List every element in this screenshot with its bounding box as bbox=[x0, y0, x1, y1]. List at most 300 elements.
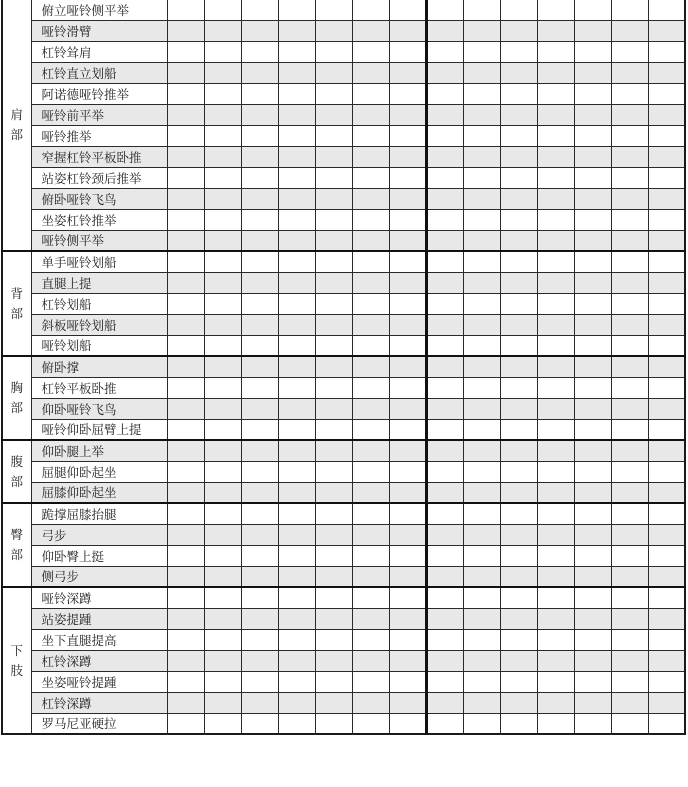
log-cell[interactable] bbox=[611, 41, 648, 62]
log-cell[interactable] bbox=[611, 629, 648, 650]
log-cell[interactable] bbox=[426, 524, 463, 545]
log-cell[interactable] bbox=[315, 419, 352, 440]
log-cell[interactable] bbox=[648, 125, 685, 146]
log-cell[interactable] bbox=[537, 377, 574, 398]
log-cell[interactable] bbox=[574, 713, 611, 734]
log-cell[interactable] bbox=[426, 125, 463, 146]
log-cell[interactable] bbox=[648, 146, 685, 167]
log-cell[interactable] bbox=[167, 209, 204, 230]
log-cell[interactable] bbox=[241, 188, 278, 209]
log-cell[interactable] bbox=[537, 608, 574, 629]
log-cell[interactable] bbox=[611, 440, 648, 461]
log-cell[interactable] bbox=[537, 503, 574, 524]
log-cell[interactable] bbox=[167, 629, 204, 650]
log-cell[interactable] bbox=[500, 41, 537, 62]
log-cell[interactable] bbox=[648, 314, 685, 335]
log-cell[interactable] bbox=[611, 0, 648, 20]
log-cell[interactable] bbox=[537, 524, 574, 545]
log-cell[interactable] bbox=[278, 209, 315, 230]
log-cell[interactable] bbox=[241, 125, 278, 146]
log-cell[interactable] bbox=[389, 251, 426, 272]
log-cell[interactable] bbox=[426, 20, 463, 41]
log-cell[interactable] bbox=[537, 356, 574, 377]
log-cell[interactable] bbox=[537, 419, 574, 440]
log-cell[interactable] bbox=[315, 293, 352, 314]
log-cell[interactable] bbox=[537, 167, 574, 188]
log-cell[interactable] bbox=[315, 545, 352, 566]
log-cell[interactable] bbox=[204, 251, 241, 272]
log-cell[interactable] bbox=[648, 20, 685, 41]
log-cell[interactable] bbox=[463, 293, 500, 314]
log-cell[interactable] bbox=[389, 272, 426, 293]
log-cell[interactable] bbox=[500, 545, 537, 566]
log-cell[interactable] bbox=[500, 335, 537, 356]
log-cell[interactable] bbox=[167, 62, 204, 83]
log-cell[interactable] bbox=[389, 545, 426, 566]
log-cell[interactable] bbox=[278, 0, 315, 20]
log-cell[interactable] bbox=[537, 125, 574, 146]
log-cell[interactable] bbox=[648, 608, 685, 629]
log-cell[interactable] bbox=[389, 230, 426, 251]
log-cell[interactable] bbox=[574, 146, 611, 167]
log-cell[interactable] bbox=[315, 104, 352, 125]
log-cell[interactable] bbox=[537, 272, 574, 293]
log-cell[interactable] bbox=[574, 125, 611, 146]
log-cell[interactable] bbox=[389, 566, 426, 587]
log-cell[interactable] bbox=[537, 335, 574, 356]
log-cell[interactable] bbox=[241, 272, 278, 293]
log-cell[interactable] bbox=[204, 62, 241, 83]
log-cell[interactable] bbox=[611, 20, 648, 41]
log-cell[interactable] bbox=[278, 62, 315, 83]
log-cell[interactable] bbox=[574, 587, 611, 608]
log-cell[interactable] bbox=[648, 83, 685, 104]
log-cell[interactable] bbox=[574, 272, 611, 293]
log-cell[interactable] bbox=[278, 482, 315, 503]
log-cell[interactable] bbox=[648, 671, 685, 692]
log-cell[interactable] bbox=[537, 692, 574, 713]
log-cell[interactable] bbox=[389, 482, 426, 503]
log-cell[interactable] bbox=[574, 188, 611, 209]
log-cell[interactable] bbox=[537, 671, 574, 692]
log-cell[interactable] bbox=[426, 566, 463, 587]
log-cell[interactable] bbox=[204, 314, 241, 335]
log-cell[interactable] bbox=[426, 83, 463, 104]
log-cell[interactable] bbox=[463, 692, 500, 713]
log-cell[interactable] bbox=[278, 335, 315, 356]
log-cell[interactable] bbox=[574, 545, 611, 566]
log-cell[interactable] bbox=[241, 62, 278, 83]
log-cell[interactable] bbox=[352, 335, 389, 356]
log-cell[interactable] bbox=[315, 314, 352, 335]
log-cell[interactable] bbox=[315, 482, 352, 503]
log-cell[interactable] bbox=[167, 335, 204, 356]
log-cell[interactable] bbox=[611, 83, 648, 104]
log-cell[interactable] bbox=[167, 545, 204, 566]
log-cell[interactable] bbox=[463, 608, 500, 629]
log-cell[interactable] bbox=[611, 671, 648, 692]
log-cell[interactable] bbox=[278, 251, 315, 272]
log-cell[interactable] bbox=[611, 713, 648, 734]
log-cell[interactable] bbox=[241, 83, 278, 104]
log-cell[interactable] bbox=[352, 419, 389, 440]
log-cell[interactable] bbox=[500, 608, 537, 629]
log-cell[interactable] bbox=[315, 629, 352, 650]
log-cell[interactable] bbox=[278, 41, 315, 62]
log-cell[interactable] bbox=[204, 608, 241, 629]
log-cell[interactable] bbox=[426, 482, 463, 503]
log-cell[interactable] bbox=[315, 41, 352, 62]
log-cell[interactable] bbox=[241, 41, 278, 62]
log-cell[interactable] bbox=[426, 713, 463, 734]
log-cell[interactable] bbox=[463, 398, 500, 419]
log-cell[interactable] bbox=[389, 608, 426, 629]
log-cell[interactable] bbox=[315, 587, 352, 608]
log-cell[interactable] bbox=[278, 377, 315, 398]
log-cell[interactable] bbox=[574, 356, 611, 377]
log-cell[interactable] bbox=[426, 650, 463, 671]
log-cell[interactable] bbox=[611, 608, 648, 629]
log-cell[interactable] bbox=[167, 650, 204, 671]
log-cell[interactable] bbox=[315, 713, 352, 734]
log-cell[interactable] bbox=[463, 650, 500, 671]
log-cell[interactable] bbox=[389, 356, 426, 377]
log-cell[interactable] bbox=[426, 461, 463, 482]
log-cell[interactable] bbox=[389, 188, 426, 209]
log-cell[interactable] bbox=[352, 125, 389, 146]
log-cell[interactable] bbox=[352, 566, 389, 587]
log-cell[interactable] bbox=[463, 251, 500, 272]
log-cell[interactable] bbox=[167, 146, 204, 167]
log-cell[interactable] bbox=[611, 482, 648, 503]
log-cell[interactable] bbox=[352, 209, 389, 230]
log-cell[interactable] bbox=[352, 146, 389, 167]
log-cell[interactable] bbox=[278, 167, 315, 188]
log-cell[interactable] bbox=[463, 272, 500, 293]
log-cell[interactable] bbox=[241, 482, 278, 503]
log-cell[interactable] bbox=[574, 167, 611, 188]
log-cell[interactable] bbox=[389, 125, 426, 146]
log-cell[interactable] bbox=[611, 566, 648, 587]
log-cell[interactable] bbox=[426, 440, 463, 461]
log-cell[interactable] bbox=[537, 209, 574, 230]
log-cell[interactable] bbox=[204, 83, 241, 104]
log-cell[interactable] bbox=[204, 524, 241, 545]
log-cell[interactable] bbox=[389, 41, 426, 62]
log-cell[interactable] bbox=[278, 692, 315, 713]
log-cell[interactable] bbox=[574, 629, 611, 650]
log-cell[interactable] bbox=[500, 0, 537, 20]
log-cell[interactable] bbox=[389, 62, 426, 83]
log-cell[interactable] bbox=[278, 272, 315, 293]
log-cell[interactable] bbox=[500, 524, 537, 545]
log-cell[interactable] bbox=[648, 545, 685, 566]
log-cell[interactable] bbox=[352, 83, 389, 104]
log-cell[interactable] bbox=[463, 0, 500, 20]
log-cell[interactable] bbox=[463, 356, 500, 377]
log-cell[interactable] bbox=[352, 167, 389, 188]
log-cell[interactable] bbox=[648, 377, 685, 398]
log-cell[interactable] bbox=[500, 671, 537, 692]
log-cell[interactable] bbox=[648, 629, 685, 650]
log-cell[interactable] bbox=[574, 209, 611, 230]
log-cell[interactable] bbox=[648, 503, 685, 524]
log-cell[interactable] bbox=[463, 83, 500, 104]
log-cell[interactable] bbox=[426, 377, 463, 398]
log-cell[interactable] bbox=[167, 482, 204, 503]
log-cell[interactable] bbox=[352, 440, 389, 461]
log-cell[interactable] bbox=[278, 398, 315, 419]
log-cell[interactable] bbox=[167, 608, 204, 629]
log-cell[interactable] bbox=[574, 251, 611, 272]
log-cell[interactable] bbox=[648, 62, 685, 83]
log-cell[interactable] bbox=[500, 587, 537, 608]
log-cell[interactable] bbox=[574, 41, 611, 62]
log-cell[interactable] bbox=[167, 398, 204, 419]
log-cell[interactable] bbox=[389, 671, 426, 692]
log-cell[interactable] bbox=[537, 587, 574, 608]
log-cell[interactable] bbox=[204, 230, 241, 251]
log-cell[interactable] bbox=[611, 398, 648, 419]
log-cell[interactable] bbox=[389, 335, 426, 356]
log-cell[interactable] bbox=[574, 692, 611, 713]
log-cell[interactable] bbox=[463, 314, 500, 335]
log-cell[interactable] bbox=[389, 104, 426, 125]
log-cell[interactable] bbox=[278, 125, 315, 146]
log-cell[interactable] bbox=[278, 83, 315, 104]
log-cell[interactable] bbox=[352, 188, 389, 209]
log-cell[interactable] bbox=[389, 650, 426, 671]
log-cell[interactable] bbox=[352, 20, 389, 41]
log-cell[interactable] bbox=[426, 41, 463, 62]
log-cell[interactable] bbox=[537, 713, 574, 734]
log-cell[interactable] bbox=[278, 545, 315, 566]
log-cell[interactable] bbox=[611, 62, 648, 83]
log-cell[interactable] bbox=[315, 83, 352, 104]
log-cell[interactable] bbox=[389, 692, 426, 713]
log-cell[interactable] bbox=[278, 230, 315, 251]
log-cell[interactable] bbox=[611, 314, 648, 335]
log-cell[interactable] bbox=[574, 608, 611, 629]
log-cell[interactable] bbox=[500, 20, 537, 41]
log-cell[interactable] bbox=[648, 41, 685, 62]
log-cell[interactable] bbox=[204, 545, 241, 566]
log-cell[interactable] bbox=[500, 230, 537, 251]
log-cell[interactable] bbox=[611, 461, 648, 482]
log-cell[interactable] bbox=[389, 587, 426, 608]
log-cell[interactable] bbox=[315, 146, 352, 167]
log-cell[interactable] bbox=[463, 482, 500, 503]
log-cell[interactable] bbox=[648, 209, 685, 230]
log-cell[interactable] bbox=[315, 230, 352, 251]
log-cell[interactable] bbox=[574, 524, 611, 545]
log-cell[interactable] bbox=[167, 440, 204, 461]
log-cell[interactable] bbox=[352, 671, 389, 692]
log-cell[interactable] bbox=[167, 230, 204, 251]
log-cell[interactable] bbox=[463, 335, 500, 356]
log-cell[interactable] bbox=[352, 608, 389, 629]
log-cell[interactable] bbox=[537, 62, 574, 83]
log-cell[interactable] bbox=[426, 335, 463, 356]
log-cell[interactable] bbox=[426, 251, 463, 272]
log-cell[interactable] bbox=[537, 104, 574, 125]
log-cell[interactable] bbox=[204, 671, 241, 692]
log-cell[interactable] bbox=[278, 188, 315, 209]
log-cell[interactable] bbox=[500, 314, 537, 335]
log-cell[interactable] bbox=[204, 146, 241, 167]
log-cell[interactable] bbox=[500, 272, 537, 293]
log-cell[interactable] bbox=[241, 356, 278, 377]
log-cell[interactable] bbox=[463, 713, 500, 734]
log-cell[interactable] bbox=[426, 272, 463, 293]
log-cell[interactable] bbox=[315, 524, 352, 545]
log-cell[interactable] bbox=[315, 209, 352, 230]
log-cell[interactable] bbox=[574, 104, 611, 125]
log-cell[interactable] bbox=[352, 587, 389, 608]
log-cell[interactable] bbox=[352, 713, 389, 734]
log-cell[interactable] bbox=[352, 356, 389, 377]
log-cell[interactable] bbox=[204, 188, 241, 209]
log-cell[interactable] bbox=[241, 545, 278, 566]
log-cell[interactable] bbox=[463, 125, 500, 146]
log-cell[interactable] bbox=[500, 713, 537, 734]
log-cell[interactable] bbox=[167, 0, 204, 20]
log-cell[interactable] bbox=[352, 629, 389, 650]
log-cell[interactable] bbox=[167, 314, 204, 335]
log-cell[interactable] bbox=[352, 398, 389, 419]
log-cell[interactable] bbox=[537, 398, 574, 419]
log-cell[interactable] bbox=[426, 356, 463, 377]
log-cell[interactable] bbox=[315, 272, 352, 293]
log-cell[interactable] bbox=[278, 419, 315, 440]
log-cell[interactable] bbox=[648, 713, 685, 734]
log-cell[interactable] bbox=[315, 398, 352, 419]
log-cell[interactable] bbox=[611, 209, 648, 230]
log-cell[interactable] bbox=[315, 251, 352, 272]
log-cell[interactable] bbox=[648, 335, 685, 356]
log-cell[interactable] bbox=[500, 461, 537, 482]
log-cell[interactable] bbox=[426, 314, 463, 335]
log-cell[interactable] bbox=[463, 230, 500, 251]
log-cell[interactable] bbox=[204, 650, 241, 671]
log-cell[interactable] bbox=[426, 0, 463, 20]
log-cell[interactable] bbox=[426, 146, 463, 167]
log-cell[interactable] bbox=[315, 125, 352, 146]
log-cell[interactable] bbox=[426, 62, 463, 83]
log-cell[interactable] bbox=[611, 545, 648, 566]
log-cell[interactable] bbox=[352, 251, 389, 272]
log-cell[interactable] bbox=[648, 692, 685, 713]
log-cell[interactable] bbox=[500, 356, 537, 377]
log-cell[interactable] bbox=[352, 377, 389, 398]
log-cell[interactable] bbox=[611, 503, 648, 524]
log-cell[interactable] bbox=[463, 188, 500, 209]
log-cell[interactable] bbox=[463, 62, 500, 83]
log-cell[interactable] bbox=[500, 251, 537, 272]
log-cell[interactable] bbox=[537, 482, 574, 503]
log-cell[interactable] bbox=[204, 104, 241, 125]
log-cell[interactable] bbox=[389, 713, 426, 734]
log-cell[interactable] bbox=[463, 503, 500, 524]
log-cell[interactable] bbox=[241, 503, 278, 524]
log-cell[interactable] bbox=[500, 629, 537, 650]
log-cell[interactable] bbox=[352, 293, 389, 314]
log-cell[interactable] bbox=[574, 419, 611, 440]
log-cell[interactable] bbox=[611, 335, 648, 356]
log-cell[interactable] bbox=[537, 650, 574, 671]
log-cell[interactable] bbox=[648, 440, 685, 461]
log-cell[interactable] bbox=[463, 41, 500, 62]
log-cell[interactable] bbox=[204, 587, 241, 608]
log-cell[interactable] bbox=[315, 20, 352, 41]
log-cell[interactable] bbox=[463, 104, 500, 125]
log-cell[interactable] bbox=[315, 188, 352, 209]
log-cell[interactable] bbox=[204, 566, 241, 587]
log-cell[interactable] bbox=[463, 461, 500, 482]
log-cell[interactable] bbox=[241, 167, 278, 188]
log-cell[interactable] bbox=[167, 692, 204, 713]
log-cell[interactable] bbox=[648, 524, 685, 545]
log-cell[interactable] bbox=[537, 146, 574, 167]
log-cell[interactable] bbox=[648, 104, 685, 125]
log-cell[interactable] bbox=[426, 104, 463, 125]
log-cell[interactable] bbox=[426, 545, 463, 566]
log-cell[interactable] bbox=[537, 545, 574, 566]
log-cell[interactable] bbox=[241, 419, 278, 440]
log-cell[interactable] bbox=[278, 608, 315, 629]
log-cell[interactable] bbox=[426, 671, 463, 692]
log-cell[interactable] bbox=[167, 272, 204, 293]
log-cell[interactable] bbox=[167, 503, 204, 524]
log-cell[interactable] bbox=[352, 104, 389, 125]
log-cell[interactable] bbox=[241, 335, 278, 356]
log-cell[interactable] bbox=[241, 587, 278, 608]
log-cell[interactable] bbox=[204, 440, 241, 461]
log-cell[interactable] bbox=[648, 482, 685, 503]
log-cell[interactable] bbox=[426, 167, 463, 188]
log-cell[interactable] bbox=[500, 188, 537, 209]
log-cell[interactable] bbox=[315, 671, 352, 692]
log-cell[interactable] bbox=[315, 167, 352, 188]
log-cell[interactable] bbox=[537, 461, 574, 482]
log-cell[interactable] bbox=[278, 293, 315, 314]
log-cell[interactable] bbox=[500, 503, 537, 524]
log-cell[interactable] bbox=[611, 125, 648, 146]
log-cell[interactable] bbox=[278, 524, 315, 545]
log-cell[interactable] bbox=[241, 692, 278, 713]
log-cell[interactable] bbox=[352, 230, 389, 251]
log-cell[interactable] bbox=[574, 650, 611, 671]
log-cell[interactable] bbox=[611, 230, 648, 251]
log-cell[interactable] bbox=[278, 356, 315, 377]
log-cell[interactable] bbox=[389, 461, 426, 482]
log-cell[interactable] bbox=[463, 629, 500, 650]
log-cell[interactable] bbox=[648, 0, 685, 20]
log-cell[interactable] bbox=[315, 62, 352, 83]
log-cell[interactable] bbox=[537, 20, 574, 41]
log-cell[interactable] bbox=[167, 587, 204, 608]
log-cell[interactable] bbox=[500, 692, 537, 713]
log-cell[interactable] bbox=[537, 188, 574, 209]
log-cell[interactable] bbox=[426, 419, 463, 440]
log-cell[interactable] bbox=[648, 398, 685, 419]
log-cell[interactable] bbox=[241, 0, 278, 20]
log-cell[interactable] bbox=[611, 272, 648, 293]
log-cell[interactable] bbox=[167, 251, 204, 272]
log-cell[interactable] bbox=[648, 461, 685, 482]
log-cell[interactable] bbox=[463, 671, 500, 692]
log-cell[interactable] bbox=[352, 524, 389, 545]
